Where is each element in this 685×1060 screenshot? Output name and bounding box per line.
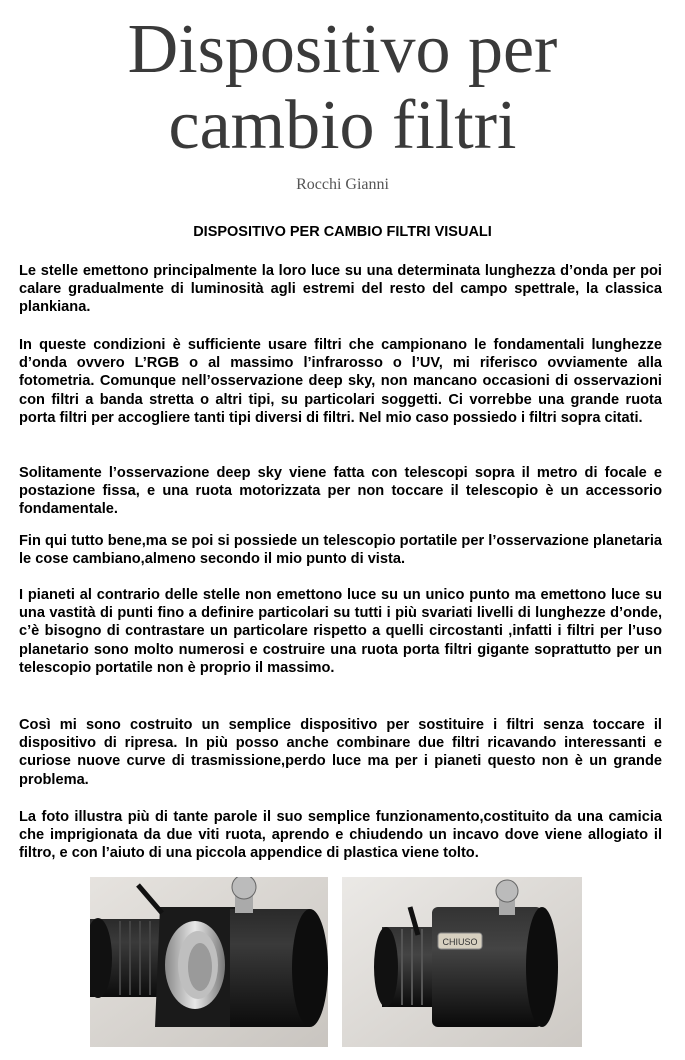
paragraph-7: La foto illustra più di tante parole il suo semplice funzionamento,costituito da una camicia che imprigionata da due viti ruota, aprendo e chiudendo un incavo dove viene allogiato il filtro, e con l’aiuto di una piccola appendice di plastica viene tolto.: [19, 809, 662, 862]
closed-label: CHIUSO: [442, 937, 478, 947]
title-line-1: Dispositivo per: [127, 11, 558, 88]
paragraph-3: Solitamente l’osservazione deep sky viene fatta con telescopi sopra il metro di focale e postazione fissa, e una ruota motorizzata per non toccare il telescopio è un accessorio fondamentale.: [19, 465, 662, 518]
document-title: [0, 12, 685, 164]
author-name: Rocchi Gianni: [296, 176, 389, 193]
photo-device-open: [90, 877, 328, 1047]
title-line-2: cambio filtri: [168, 87, 517, 164]
paragraph-4: Fin qui tutto bene,ma se poi si possiede un telescopio portatile per l’osservazione planetaria le cose cambiano,almeno secondo il mio punto di vista.: [19, 533, 662, 568]
paragraph-5: I pianeti al contrario delle stelle non emettono luce su un unico punto ma emettono luce su una vastità di punti fino a definire particolari su tutti i più svariati livelli di lunghezze d’onde, c’è bisogno di contrastare un particolare rispetto a quelli circostanti ,infatti i filtri per l’uso planetario sono molto numerosi e costruire una ruota porta filtri gigante soprattutto per un telescopio portatile non è proprio il massimo.: [19, 587, 662, 676]
section-heading: DISPOSITIVO PER CAMBIO FILTRI VISUALI: [193, 224, 492, 240]
paragraph-6: Così mi sono costruito un semplice dispositivo per sostituire i filtri senza toccare il dispositivo di ripresa. In più posso anche combinare due filtri ricavando interessanti e curiose nuove curve di trasmissione,perdo luce ma per i pianeti questo non è un grande problema.: [19, 717, 662, 788]
photo-device-closed: [342, 877, 582, 1047]
paragraph-2: In queste condizioni è sufficiente usare filtri che campionano le fondamentali lunghezze d’onda ovvero L’RGB o al massimo l’infrarosso o l’UV, mi riferisco ovviamente alla fotometria. Comunque nell’osservazione deep sky, non mancano occasioni di osservazioni con filtri a banda stretta o altri tipi, su particolari soggetti. Ci vorrebbe una grande ruota porta filtri per accogliere tanti tipi diversi di filtri. Nel mio caso possiedo i filtri sopra citati.: [19, 337, 662, 426]
paragraph-1: Le stelle emettono principalmente la loro luce su una determinata lunghezza d’onda per poi calare gradualmente di luminosità agli estremi del resto del campo spettrale, la classica plankiana.: [19, 263, 662, 316]
